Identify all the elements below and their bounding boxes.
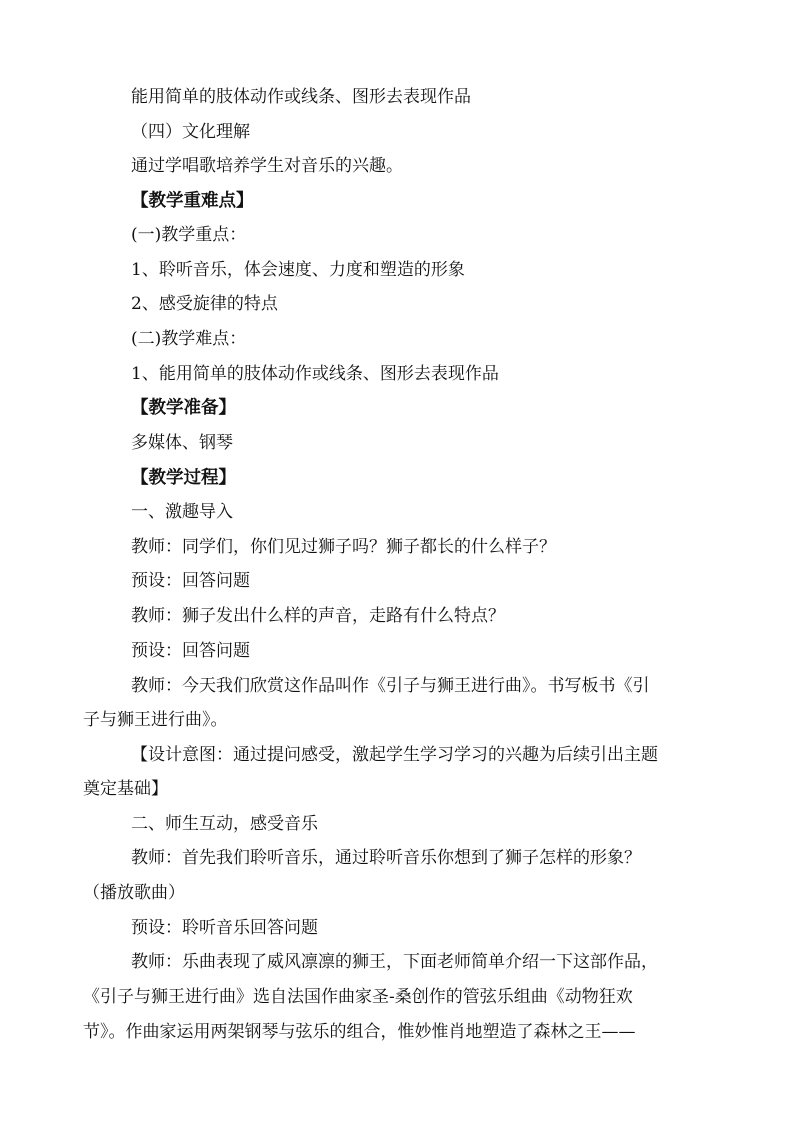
section-heading: 【教学过程】 xyxy=(131,468,236,488)
text-line: (一)教学重点： xyxy=(131,225,247,245)
text-line: 预设：回答问题 xyxy=(131,571,250,591)
text-line: 一、激趣导入 xyxy=(131,502,233,522)
section-heading: 【教学重难点】 xyxy=(131,191,254,211)
text-line: 1、聆听音乐，体会速度、力度和塑造的形象 xyxy=(131,260,465,280)
text-line: 2、感受旋律的特点 xyxy=(131,294,278,314)
text-line: 教师：狮子发出什么样的声音，走路有什么特点？ xyxy=(131,606,505,626)
section-heading: 【教学准备】 xyxy=(131,398,236,418)
text-line: 教师：同学们，你们见过狮子吗？狮子都长的什么样子？ xyxy=(131,537,556,557)
text-line: 多媒体、钢琴 xyxy=(131,433,233,453)
text-line: 预设：聆听音乐回答问题 xyxy=(131,918,318,938)
design-intent-line: 【设计意图：通过提问感受，激起学生学习学习的兴趣为后续引出主题 xyxy=(131,745,658,765)
text-line: 通过学唱歌培养学生对音乐的兴趣。 xyxy=(131,156,403,176)
text-line: 教师：首先我们聆听音乐，通过聆听音乐你想到了狮子怎样的形象？ xyxy=(131,848,641,868)
text-line: 教师：乐曲表现了威风凛凛的狮王，下面老师简单介绍一下这部作品， xyxy=(131,952,658,972)
design-intent-line: 奠定基础】 xyxy=(83,779,168,799)
text-line: 预设：回答问题 xyxy=(131,641,250,661)
text-line: 节》。作曲家运用两架钢琴与弦乐的组合，惟妙惟肖地塑造了森林之王—— xyxy=(83,1022,636,1042)
text-line: 1、能用简单的肢体动作或线条、图形去表现作品 xyxy=(131,364,499,384)
text-line: （四）文化理解 xyxy=(131,122,250,142)
text-line: 二、师生互动，感受音乐 xyxy=(131,814,318,834)
text-line: (二)教学难点： xyxy=(131,329,247,349)
text-line: 教师：今天我们欣赏这作品叫作《引子与狮王进行曲》。书写板书《引 xyxy=(131,676,650,696)
text-line: （播放歌曲） xyxy=(83,883,185,903)
text-line: 子与狮王进行曲》。 xyxy=(83,710,228,730)
text-line: 能用简单的肢体动作或线条、图形去表现作品 xyxy=(131,87,471,107)
text-line: 《引子与狮王进行曲》选自法国作曲家圣-桑创作的管弦乐组曲《动物狂欢 xyxy=(83,987,633,1007)
